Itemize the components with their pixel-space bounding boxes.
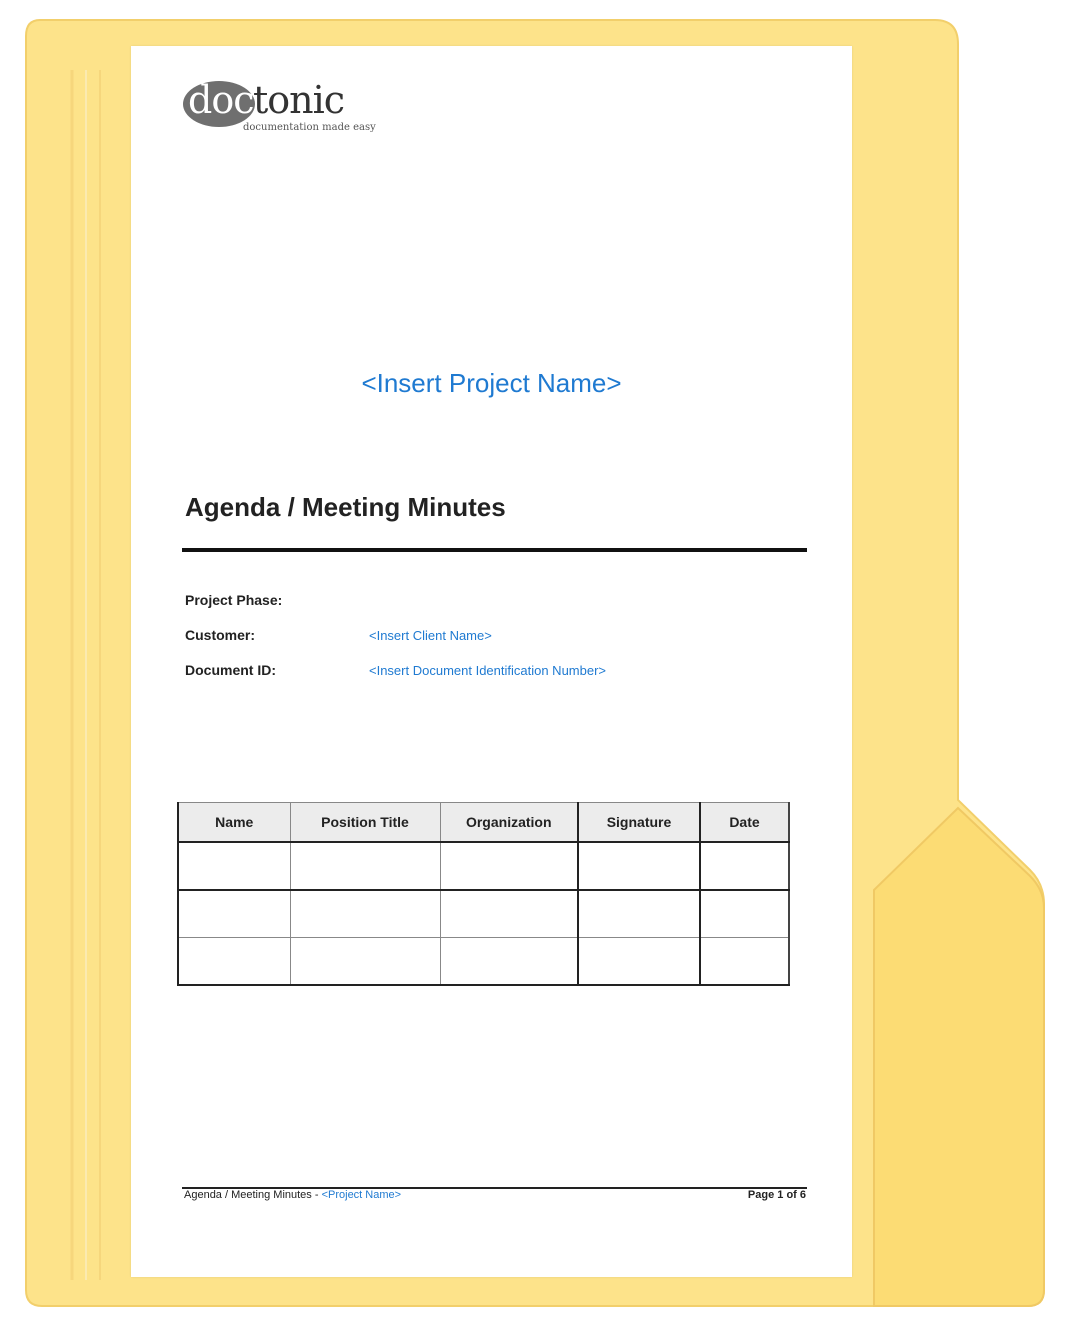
table-cell[interactable] bbox=[440, 842, 578, 890]
footer-doc-title: Agenda / Meeting Minutes - bbox=[184, 1189, 322, 1201]
table-cell[interactable] bbox=[578, 890, 700, 938]
table-row bbox=[178, 938, 789, 986]
table-row bbox=[178, 890, 789, 938]
column-header-position-title: Position Title bbox=[290, 803, 440, 843]
table-cell[interactable] bbox=[700, 842, 789, 890]
logo-text-doc: doc bbox=[188, 78, 254, 122]
title-divider bbox=[182, 548, 807, 552]
logo-tagline: documentation made easy bbox=[243, 122, 376, 133]
table-cell[interactable] bbox=[578, 842, 700, 890]
document-title: Agenda / Meeting Minutes bbox=[185, 492, 506, 522]
customer-value: <Insert Client Name> bbox=[369, 628, 492, 643]
document-id-value: <Insert Document Identification Number> bbox=[369, 663, 607, 678]
table-cell[interactable] bbox=[700, 890, 789, 938]
table-cell[interactable] bbox=[440, 938, 578, 986]
table-cell[interactable] bbox=[178, 842, 290, 890]
footer-project-placeholder: <Project Name> bbox=[321, 1189, 402, 1201]
project-name-placeholder: <Insert Project Name> bbox=[361, 368, 622, 398]
customer-label: Customer: bbox=[185, 627, 256, 643]
document-id-label: Document ID: bbox=[185, 662, 276, 678]
signature-table bbox=[177, 802, 790, 986]
document-page bbox=[131, 46, 852, 1277]
table-cell[interactable] bbox=[700, 938, 789, 986]
table-cell[interactable] bbox=[440, 890, 578, 938]
column-header-signature: Signature bbox=[578, 803, 700, 843]
table-row bbox=[178, 842, 789, 890]
footer-document-name bbox=[184, 1189, 401, 1201]
table-cell[interactable] bbox=[178, 890, 290, 938]
table-cell[interactable] bbox=[290, 890, 440, 938]
project-phase-label: Project Phase: bbox=[185, 592, 283, 608]
table-cell[interactable] bbox=[178, 938, 290, 986]
column-header-organization: Organization bbox=[440, 803, 578, 843]
table-cell[interactable] bbox=[290, 938, 440, 986]
footer-page-number: Page 1 of 6 bbox=[747, 1189, 806, 1201]
column-header-date: Date bbox=[700, 803, 789, 843]
logo-text-tonic: tonic bbox=[253, 78, 345, 122]
table-header-row bbox=[178, 803, 789, 843]
table-cell[interactable] bbox=[578, 938, 700, 986]
folder-tab-front bbox=[874, 808, 1044, 1306]
column-header-name: Name bbox=[178, 803, 290, 843]
doctonic-logo bbox=[183, 78, 383, 138]
table-cell[interactable] bbox=[290, 842, 440, 890]
